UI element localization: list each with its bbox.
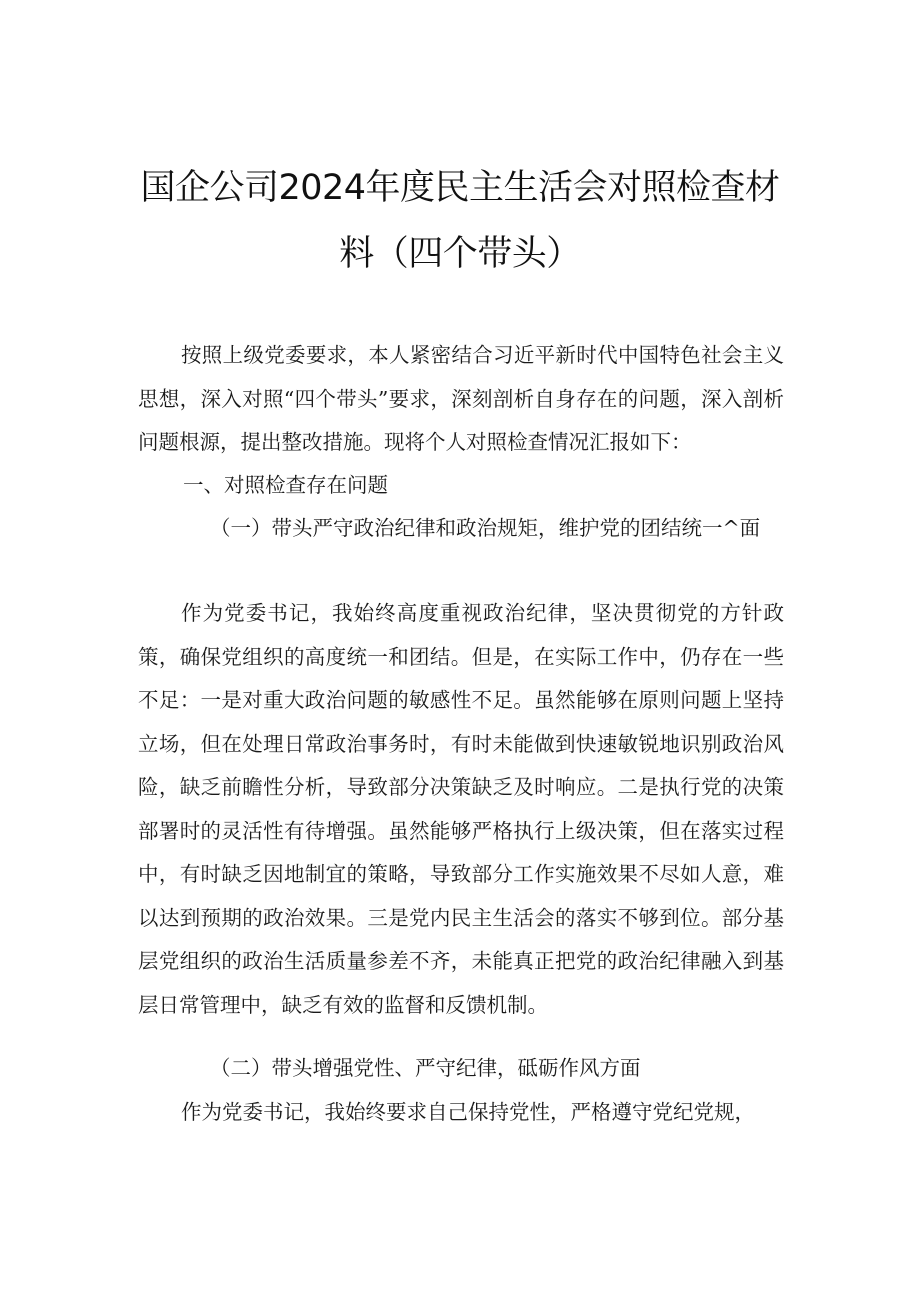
intro-paragraph: 按照上级党委要求，本人紧密结合习近平新时代中国特色社会主义思想，深入对照“四个带头”要求，深刻剖析自身存在的问题，深入剖析问题根源，提出整改措施。现将个人对照检查情况汇报如下： <box>138 343 784 454</box>
subsection-2-body: 作为党委书记，我始终要求自己保持党性，严格遵守党纪党规， <box>181 1100 755 1124</box>
subsection-2-heading: （二）带头增强党性、严守纪律，砥砺作风方面 <box>210 1056 641 1080</box>
subsection-1-body: 作为党委书记，我始终高度重视政治纪律，坚决贯彻党的方针政策，确保党组织的高度统一和团结。但是，在实际工作中，仍存在一些不足：一是对重大政治问题的敏感性不足。虽然能够在原则问题上坚持立场，但在处理日常政治事务时，有时未能做到快速敏锐地识别政治风险，缺乏前瞻性分析，导致部分决策缺乏及时响应。二是执行党的决策部署时的灵活性有待增强。虽然能够严格执行上级决策，但在落实过程中，有时缺乏因地制宜的策略，导致部分工作实施效果不尽如人意，难以达到预期的政治效果。三是党内民主生活会的落实不够到位。部分基层党组织的政治生活质量参差不齐，未能真正把党的政治纪律融入到基层日常管理中，缺乏有效的监督和反馈机制。 <box>138 601 784 1017</box>
subsection-1-heading: （一）带头严守政治纪律和政治规矩，维护党的团结统一^面 <box>210 516 761 540</box>
document-title-line-2: 料（四个带头） <box>339 234 581 274</box>
document-title-line-1: 国企公司2024年度民主生活会对照检查材 <box>140 168 780 208</box>
section-heading: 一、对照检查存在问题 <box>183 473 388 497</box>
